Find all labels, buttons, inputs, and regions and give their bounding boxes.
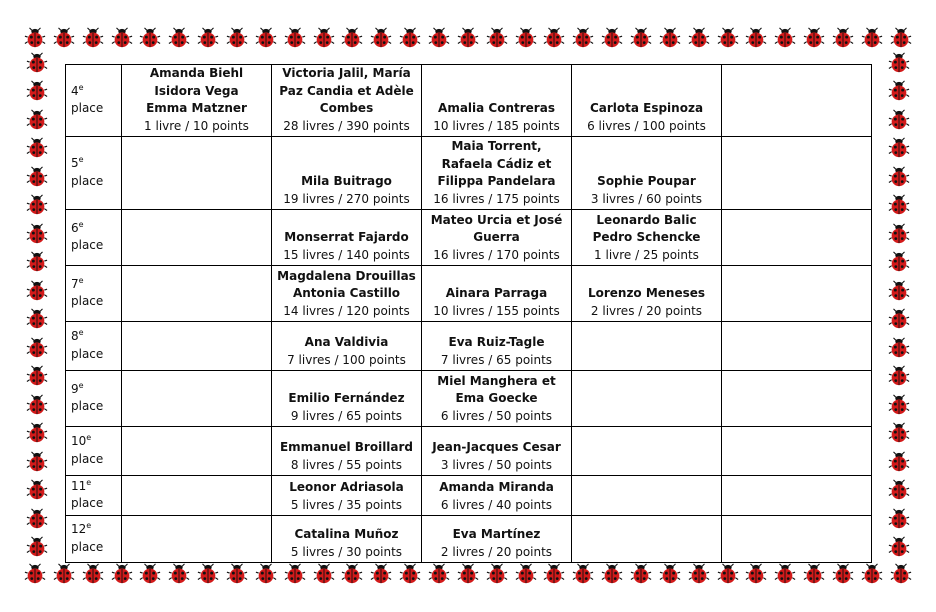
ladybug-icon [888, 166, 910, 188]
ladybug-icon [111, 563, 133, 585]
ladybug-icon [745, 563, 767, 585]
place-number: 7 [71, 276, 79, 291]
reader-name: Pedro Schencke [592, 230, 701, 244]
place-word: place [71, 496, 104, 510]
reader-name: Miel Manghera et [437, 373, 556, 388]
score-text: 10 livres / 155 points [433, 303, 560, 318]
entry-cell [572, 65, 722, 137]
ladybug-icon [543, 563, 565, 585]
place-word: place [71, 238, 104, 252]
ladybug-icon [515, 27, 537, 49]
ladybug-icon [888, 52, 910, 74]
ladybug-icon [888, 80, 910, 102]
ladybug-icon [888, 394, 910, 416]
ladybug-icon [688, 27, 710, 49]
place-suffix: e [78, 82, 84, 92]
ladybug-icon [888, 422, 910, 444]
entry-cell [722, 322, 872, 371]
ladybug-icon [888, 479, 910, 501]
ladybug-icon [601, 563, 623, 585]
ladybug-icon [26, 337, 48, 359]
reader-name: Sophie Poupar [597, 174, 696, 188]
ladybug-icon [543, 27, 565, 49]
entry-cell [572, 476, 722, 516]
ladybug-icon [139, 27, 161, 49]
ladybug-icon [26, 109, 48, 131]
ladybug-icon [774, 27, 796, 49]
entry-cell [722, 137, 872, 210]
entry-cell [422, 476, 572, 516]
ladybug-icon [313, 27, 335, 49]
ladybug-border-bottom [24, 561, 912, 587]
ladybug-icon [688, 563, 710, 585]
score-text: 7 livres / 65 points [440, 352, 553, 367]
ladybug-icon [111, 27, 133, 49]
ladybug-icon [745, 27, 767, 49]
place-number: 12 [71, 522, 87, 536]
ladybug-icon [370, 27, 392, 49]
entry-cell [272, 476, 422, 516]
ladybug-icon [888, 137, 910, 159]
score-text: 8 livres / 55 points [290, 457, 403, 472]
ladybug-icon [888, 223, 910, 245]
entry-cell [422, 266, 572, 322]
score-text: 3 livres / 60 points [590, 191, 703, 206]
ladybug-icon [399, 563, 421, 585]
ladybug-icon [601, 27, 623, 49]
ladybug-icon [53, 563, 75, 585]
reader-name: Jean-Jacques Cesar [432, 440, 561, 454]
place-word: place [71, 294, 104, 308]
table-row [66, 266, 872, 322]
place-suffix: e [86, 477, 92, 487]
entry-cell [722, 371, 872, 427]
ladybug-icon [457, 563, 479, 585]
entry-cell [722, 427, 872, 476]
entry-cell [272, 371, 422, 427]
place-suffix: e [86, 433, 92, 442]
entry-cell [122, 476, 272, 516]
place-word: place [71, 346, 104, 361]
reader-name: Magdalena Drouillas [277, 268, 416, 283]
entry-cell [422, 65, 572, 137]
ladybug-icon [803, 563, 825, 585]
entry-cell [272, 427, 422, 476]
reader-name: Filippa Pandelara [437, 174, 556, 188]
score-text: 2 livres / 20 points [440, 544, 553, 559]
ladybug-icon [888, 280, 910, 302]
ladybug-icon [888, 536, 910, 558]
place-suffix: e [86, 521, 92, 530]
ladybug-icon [26, 365, 48, 387]
score-text: 16 livres / 175 points [433, 191, 560, 206]
table-row [66, 322, 872, 371]
ladybug-border-right [886, 52, 912, 558]
reader-name: Antonia Castillo [292, 286, 401, 300]
entry-cell [572, 266, 722, 322]
ladybug-icon [26, 194, 48, 216]
reader-name: Victoria Jalil, María [282, 66, 411, 80]
entry-cell [122, 371, 272, 427]
ladybug-icon [26, 508, 48, 530]
table-row [66, 476, 872, 516]
entry-cell [422, 427, 572, 476]
ladybug-icon [226, 27, 248, 49]
ladybug-icon [26, 536, 48, 558]
ladybug-icon [861, 563, 883, 585]
entry-cell [572, 322, 722, 371]
table-row [66, 427, 872, 476]
place-suffix: e [78, 155, 84, 164]
ladybug-icon [428, 563, 450, 585]
ladybug-icon [890, 27, 912, 49]
entry-cell [572, 371, 722, 427]
ladybug-icon [888, 337, 910, 359]
ladybug-icon [53, 27, 75, 49]
score-text: 3 livres / 50 points [440, 457, 553, 472]
ladybug-icon [861, 27, 883, 49]
place-number: 4 [71, 83, 79, 98]
place-cell [66, 210, 122, 266]
score-text: 10 livres / 185 points [433, 118, 560, 133]
place-cell [66, 65, 122, 137]
ladybug-icon [26, 52, 48, 74]
ladybug-icon [26, 137, 48, 159]
reader-name: Mila Buitrago [301, 174, 392, 188]
score-text: 7 livres / 100 points [287, 352, 406, 367]
place-word: place [71, 101, 104, 115]
entry-cell [722, 65, 872, 137]
score-text: 9 livres / 65 points [290, 408, 403, 423]
ladybug-icon [659, 563, 681, 585]
ladybug-icon [717, 27, 739, 49]
reader-name: Carlota Espinoza [589, 101, 704, 115]
place-number: 6 [71, 220, 79, 235]
score-text: 28 livres / 390 points [283, 118, 410, 133]
reader-name: Ema Goecke [455, 391, 538, 405]
reader-name: Monserrat Fajardo [284, 230, 409, 244]
reader-name: Isidora Vega [154, 83, 239, 98]
reader-name: Emilio Fernández [288, 391, 405, 405]
entry-cell [572, 516, 722, 563]
ladybug-icon [197, 27, 219, 49]
ranking-table [65, 64, 872, 563]
place-number: 9 [71, 381, 79, 396]
ladybug-icon [659, 27, 681, 49]
ladybug-icon [26, 451, 48, 473]
ladybug-icon [255, 563, 277, 585]
entry-cell [122, 427, 272, 476]
place-number: 11 [71, 478, 87, 493]
ladybug-icon [284, 27, 306, 49]
ladybug-icon [774, 563, 796, 585]
place-word: place [71, 399, 104, 413]
reader-name: Ana Valdivia [304, 335, 389, 349]
entry-cell [572, 210, 722, 266]
ladybug-icon [630, 27, 652, 49]
ladybug-icon [341, 27, 363, 49]
table-row [66, 65, 872, 137]
ladybug-icon [24, 27, 46, 49]
entry-cell [122, 210, 272, 266]
ladybug-icon [888, 109, 910, 131]
reader-name: Emma Matzner [146, 101, 247, 115]
entry-cell [272, 210, 422, 266]
ladybug-icon [197, 563, 219, 585]
place-suffix: e [78, 380, 84, 390]
entry-cell [722, 266, 872, 322]
score-text: 1 livre / 25 points [594, 247, 699, 262]
ladybug-icon [486, 27, 508, 49]
entry-cell [272, 516, 422, 563]
entry-cell [122, 266, 272, 322]
reader-name: Lorenzo Meneses [587, 286, 706, 300]
table-row [66, 137, 872, 210]
reader-name: Leonor Adriasola [289, 480, 404, 494]
reader-name: Guerra [473, 230, 520, 244]
reader-name: Emmanuel Broillard [279, 440, 414, 454]
entry-cell [122, 516, 272, 563]
reader-name: Amanda Miranda [439, 480, 554, 494]
ladybug-icon [26, 422, 48, 444]
ladybug-icon [803, 27, 825, 49]
entry-cell [272, 322, 422, 371]
table-row [66, 516, 872, 563]
ladybug-icon [486, 563, 508, 585]
ladybug-icon [572, 563, 594, 585]
ladybug-icon [168, 27, 190, 49]
ladybug-icon [82, 563, 104, 585]
place-cell [66, 516, 122, 563]
place-word: place [71, 173, 104, 188]
ladybug-icon [26, 251, 48, 273]
reader-name: Eva Ruiz-Tagle [448, 335, 545, 349]
ladybug-icon [717, 563, 739, 585]
ladybug-icon [26, 223, 48, 245]
entry-cell [572, 427, 722, 476]
place-suffix: e [78, 275, 84, 285]
reader-name: Mateo Urcia et José [430, 212, 563, 227]
ladybug-icon [888, 308, 910, 330]
reader-name: Leonardo Balic [596, 212, 697, 227]
ladybug-icon [888, 365, 910, 387]
score-text: 15 livres / 140 points [283, 247, 410, 262]
place-number: 8 [71, 329, 79, 343]
place-number: 5 [71, 156, 79, 170]
place-cell [66, 266, 122, 322]
place-cell [66, 476, 122, 516]
score-text: 5 livres / 35 points [290, 497, 403, 512]
place-cell [66, 371, 122, 427]
entry-cell [422, 371, 572, 427]
score-text: 16 livres / 170 points [433, 247, 560, 262]
ladybug-icon [888, 251, 910, 273]
reader-name: Paz Candia et Adèle [279, 83, 414, 98]
ladybug-icon [313, 563, 335, 585]
ladybug-icon [26, 166, 48, 188]
score-text: 6 livres / 40 points [440, 497, 553, 512]
ladybug-icon [428, 27, 450, 49]
entry-cell [272, 137, 422, 210]
ladybug-icon [168, 563, 190, 585]
ladybug-icon [26, 394, 48, 416]
ladybug-icon [515, 563, 537, 585]
ladybug-icon [832, 27, 854, 49]
ladybug-icon [370, 563, 392, 585]
ladybug-icon [890, 563, 912, 585]
ladybug-border-left [24, 52, 50, 558]
reader-name: Amalia Contreras [438, 101, 555, 115]
reader-name: Eva Martínez [452, 527, 541, 541]
place-cell [66, 427, 122, 476]
table-row [66, 371, 872, 427]
entry-cell [422, 210, 572, 266]
ladybug-icon [572, 27, 594, 49]
place-suffix: e [78, 219, 84, 229]
reader-name: Ainara Parraga [445, 286, 548, 300]
entry-cell [122, 137, 272, 210]
ladybug-icon [284, 563, 306, 585]
place-cell [66, 322, 122, 371]
ladybug-icon [888, 451, 910, 473]
ladybug-icon [26, 280, 48, 302]
place-cell [66, 137, 122, 210]
ladybug-icon [888, 194, 910, 216]
ladybug-icon [888, 508, 910, 530]
entry-cell [722, 210, 872, 266]
score-text: 14 livres / 120 points [283, 303, 410, 318]
ladybug-icon [832, 563, 854, 585]
place-word: place [71, 539, 104, 554]
ladybug-icon [341, 563, 363, 585]
ladybug-icon [630, 563, 652, 585]
score-text: 6 livres / 50 points [440, 408, 553, 423]
entry-cell [422, 322, 572, 371]
ladybug-border-top [24, 25, 912, 51]
entry-cell [722, 516, 872, 563]
ladybug-icon [255, 27, 277, 49]
ladybug-icon [26, 308, 48, 330]
place-number: 10 [71, 434, 87, 448]
score-text: 5 livres / 30 points [290, 544, 403, 559]
ladybug-icon [24, 563, 46, 585]
score-text: 19 livres / 270 points [283, 191, 410, 206]
reader-name: Maia Torrent, [451, 139, 542, 153]
reader-name: Rafaela Cádiz et [441, 156, 552, 171]
table-row [66, 210, 872, 266]
entry-cell [422, 516, 572, 563]
entry-cell [272, 266, 422, 322]
ladybug-icon [26, 80, 48, 102]
ladybug-icon [26, 479, 48, 501]
place-suffix: e [78, 328, 84, 337]
score-text: 1 livre / 10 points [144, 118, 249, 133]
entry-cell [572, 137, 722, 210]
entry-cell [422, 137, 572, 210]
entry-cell [122, 322, 272, 371]
entry-cell [122, 65, 272, 137]
entry-cell [272, 65, 422, 137]
ladybug-icon [399, 27, 421, 49]
place-word: place [71, 451, 104, 466]
ladybug-icon [139, 563, 161, 585]
ladybug-icon [82, 27, 104, 49]
ladybug-icon [457, 27, 479, 49]
reader-name: Combes [319, 101, 374, 115]
reader-name: Amanda Biehl [149, 66, 244, 80]
entry-cell [722, 476, 872, 516]
ladybug-icon [226, 563, 248, 585]
reader-name: Catalina Muñoz [294, 527, 399, 541]
score-text: 6 livres / 100 points [587, 118, 706, 133]
score-text: 2 livres / 20 points [590, 303, 703, 318]
